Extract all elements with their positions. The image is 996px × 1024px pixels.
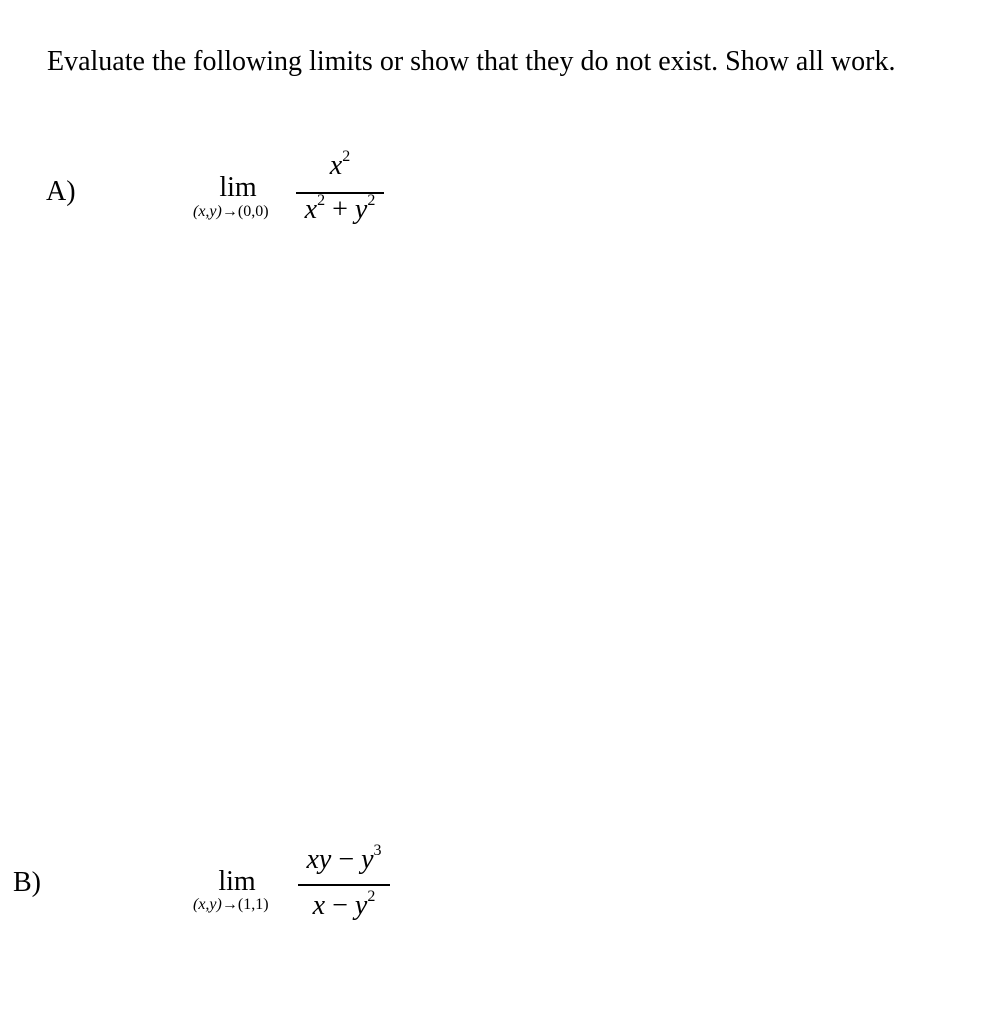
approach-variables: (x,y) (193, 203, 222, 220)
fraction (298, 844, 390, 924)
numerator-term: x (329, 150, 343, 181)
numerator (296, 150, 384, 182)
approach-point: (1,1) (237, 896, 269, 913)
denominator-term-2: y (354, 194, 368, 225)
denominator-operator: + (332, 194, 348, 225)
lim-operator: lim (218, 866, 256, 897)
denominator (298, 890, 390, 922)
denominator-term-1: x (312, 890, 326, 921)
problem-label: B) (13, 867, 41, 898)
numerator-term-1: xy (306, 844, 332, 875)
numerator (298, 844, 390, 876)
denominator-operator: − (332, 890, 348, 921)
denominator-exponent: 2 (367, 888, 376, 905)
numerator-exponent: 3 (373, 842, 382, 859)
problem-label: A) (46, 176, 76, 207)
numerator-exponent: 2 (342, 148, 351, 165)
lim-operator: lim (219, 172, 257, 203)
approach-point: (0,0) (237, 203, 269, 220)
denominator-term-1: x (304, 194, 318, 225)
instructions-heading: Evaluate the following limits or show that they do not exist. Show all work. (47, 46, 896, 77)
numerator-operator: − (338, 844, 355, 875)
denominator-term-2: y (354, 890, 368, 921)
lim-subscript (193, 896, 269, 914)
approach-variables: (x,y) (193, 896, 222, 913)
denominator-exponent-2: 2 (367, 192, 376, 209)
approach-arrow: → (221, 203, 238, 220)
lim-subscript (193, 203, 269, 221)
fraction (296, 150, 384, 230)
denominator-exponent-1: 2 (317, 192, 326, 209)
approach-arrow: → (221, 896, 238, 913)
numerator-term-2: y (361, 844, 374, 875)
fraction-bar (298, 884, 390, 886)
denominator (296, 194, 384, 226)
